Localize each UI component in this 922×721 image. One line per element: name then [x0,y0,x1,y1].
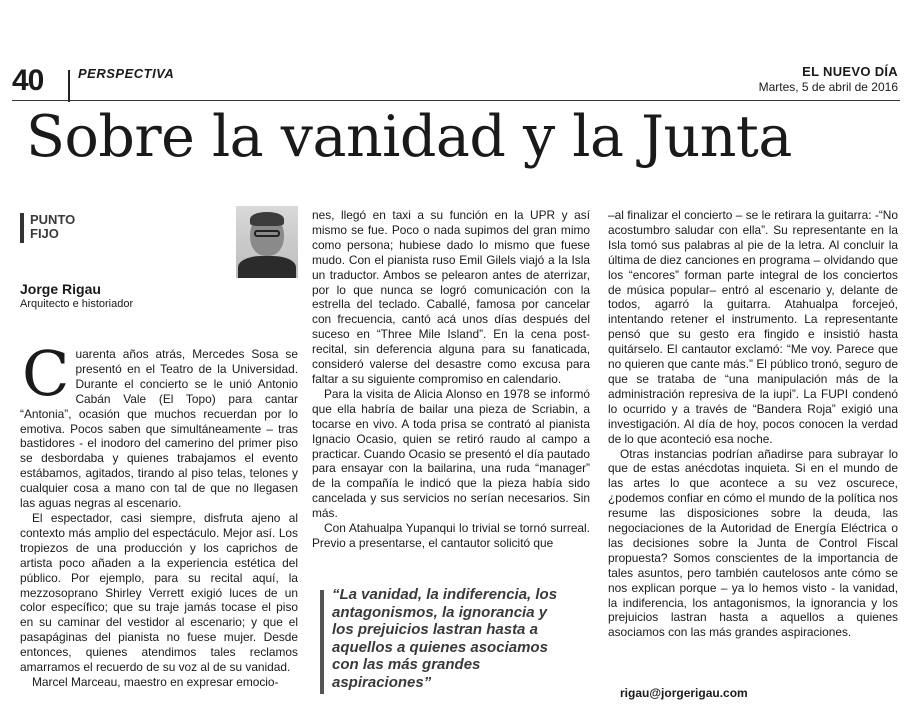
paragraph: Marcel Marceau, maestro en expresar emocio- [32,674,279,689]
paragraph: Con Atahualpa Yupanqui lo trivial se tornó surreal. Previo a presentarse, el cantautor solicitó que [312,521,590,550]
paragraph: Otras instancias podrían añadirse para subrayar lo que de estas anécdotas inquieta. Si en el mundo de las artes lo que acontece a su vez oscurece, ¿podemos confiar en cómo el mundo de la política nos resume las disposiciones sobre la deuda, las negociaciones de la Autoridad de Energía Eléctrica o las decisiones sobre la Junta de Control Fiscal propuesta? Somos conscientes de la importancia de tales asuntos, pero también cautelosos ante cómo se nos explican porque – ya lo hemos visto - la vanidad, la indiferencia, los antagonismos, la ignorancia y los prejuicios lastran hasta a aquellos a quienes asociamos con las más grandes aspiraciones. [608,446,898,640]
author-title: Arquitecto e historiador [20,298,134,310]
paragraph: –al finalizar el concierto – se le retirara la guitarra: -“No acostumbro saludar con ella”. Su representante en la Isla tomó sus palabras al pie de la letra. Al concluir la última de diez canciones en programa – olvidando que los “encores” forman parte integral de los conciertos de música popular– entró al escenario y, delante de todos, agarró la guitarra. Atahualpa forcejeó, intentando retener el instrumento. La representante pensó que su gesto era fingido e insistió hasta quitárselo. El cantautor exclamó: “Me voy. Parece que no quieren que cante más.” El público tronó, seguro de que se trataba de “una manipulación más de la administración represiva de la iupi”. La FUPI condenó lo ocurrido y a través de “Bandera Roja” exigió una investigación. Al día de hoy, pocos conocen la verdad de lo que aconteció esa noche. [608,208,898,446]
dropcap: C [22,337,70,410]
pull-quote-bar [320,590,324,694]
author-photo [236,206,298,278]
paragraph: Para la visita de Alicia Alonso en 1978 se informó que ella habría de bailar una pieza de Scriabin, a tocarse en vivo. A toda prisa se contrató al pianista Ignacio Ocasio, quien se retiró raudo al campo a practicar. Cuando Ocasio se presentó el día pautado para ensayar con la bailarina, una ruda “manager” de la compañía le indicó que la pieza había sido cancelada y sus servicios no serían necesarios. Sin más. [312,386,590,521]
column-label [30,213,90,241]
issue-date: Martes, 5 de abril de 2016 [758,80,898,94]
author-name: Jorge Rigau [20,281,101,297]
author-photo-hair [250,212,284,226]
page-number: 40 [12,64,44,97]
top-rule [12,100,900,101]
paragraph: nes, llegó en taxi a su función en la UPR y así mismo se fue. Poco o nada supimos del gran mimo como persona; hubiese dado lo mismo que fuese mudo. Con el pianista ruso Emil Gilels viajó a la Isla un traductor. Ambos se pelearon antes de aterrizar, por lo que nunca se logró comunicación con la estrella del teclado. Caballé, famosa por cancelar con frecuencia, cantó acá unos días después del suceso en “Three Mile Island”. En la cena post-recital, sin deferencia alguna para su fanaticada, consideró valerse del desastre como excusa para faltar a su siguiente compromiso en calendario. [312,208,590,386]
column-label-bar [20,213,24,243]
article-column-1 [20,337,298,690]
pull-quote: “La vanidad, la indiferencia, los antagonismos, la ignorancia y los prejuicios lastran hasta a aquellos a quienes asociamos con las más grandes aspiraciones” [332,586,558,691]
paragraph: uarenta años atrás, Mercedes Sosa se presentó en el Teatro de la Universidad. Durante el concierto se le unió Antonio Cabán Vale (El Topo) para cantar “Antonia”, ocasión que muchos recuerdan por lo emotiva. Pocos saben que simultáneamente – tras bastidores - el inodoro del camerino del primer piso se desbordaba y quienes trabajamos el evento estábamos, agitados, tirando al piso telas, telones y cualquier cosa a mano con tal de que no llegasen las aguas negras al escenario. [20,347,298,511]
author-photo-glasses [254,230,280,237]
header-divider [68,70,70,102]
paragraph: El espectador, casi siempre, disfruta ajeno al contexto más amplio del espectáculo. Mejor así. Los tropiezos de una producción y los caprichos de artista poco añaden a la experiencia estética del público. Por ejemplo, para su recital aquí, la mezzosoprano Shirley Verrett exigió luces de un color específico; que su traje jamás tocase el piso en su caminar del vestidor al escenario; y que el pasapáginas del pianista no fuese mujer. Desde entonces, quienes atendimos tales reclamos amarramos el recuerdo de su voz al de su vanidad. [20,510,298,675]
column-label-line2: FIJO [30,226,59,241]
section-label: PERSPECTIVA [78,66,175,81]
article-column-2 [312,208,590,551]
article-column-3 [608,208,898,640]
author-email: rigau@jorgerigau.com [620,686,748,700]
author-photo-body [238,256,296,278]
column-label-line1: PUNTO [30,212,76,227]
headline: Sobre la vanidad y la Junta [26,104,792,170]
newspaper-name: EL NUEVO DÍA [802,64,898,79]
